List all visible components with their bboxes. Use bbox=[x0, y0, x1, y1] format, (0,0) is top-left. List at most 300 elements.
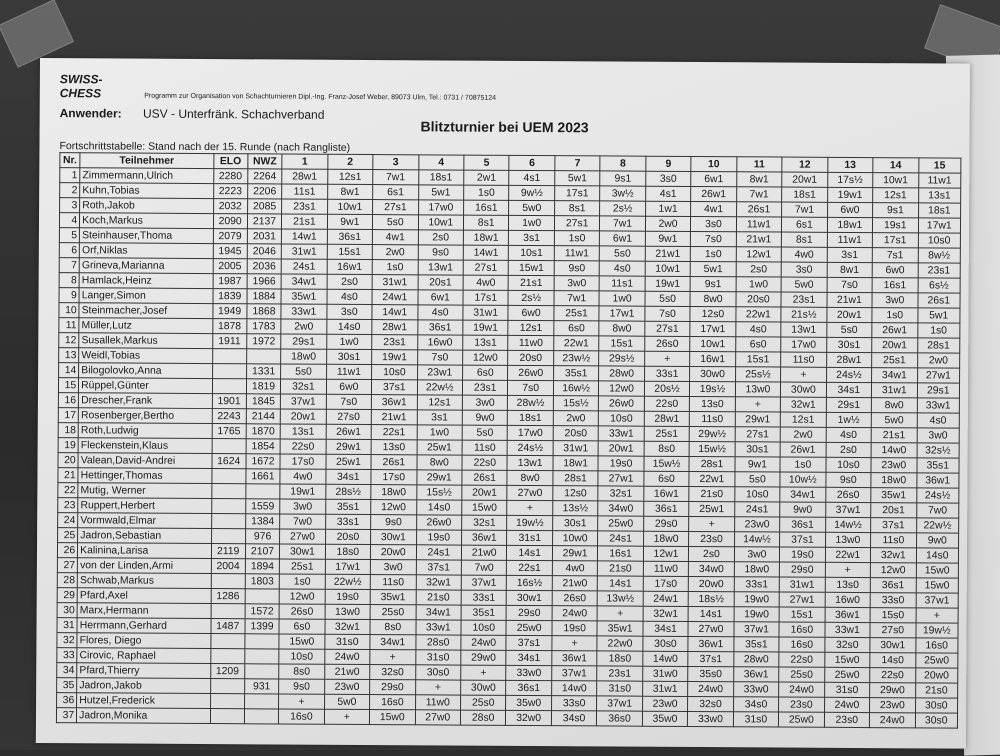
round-result-cell: 9s0 bbox=[826, 472, 872, 487]
round-result-cell: 24w1 bbox=[372, 290, 418, 305]
round-result-cell: 13s1 bbox=[918, 188, 961, 203]
round-result-cell: 24w0 bbox=[324, 649, 370, 664]
round-result-cell: 20w0 bbox=[915, 668, 958, 683]
round-result-cell: 11s0 bbox=[370, 575, 416, 590]
round-result-cell: 22w1 bbox=[736, 307, 782, 322]
round-result-cell: 17w1 bbox=[918, 218, 961, 233]
round-result-cell: 22w½ bbox=[325, 574, 371, 589]
round-result-cell: 7w1 bbox=[554, 291, 600, 306]
round-result-cell: 2s0 bbox=[736, 262, 782, 277]
round-result-cell: 19w0 bbox=[734, 592, 780, 607]
round-result-cell: + bbox=[552, 636, 598, 651]
round-result-cell: 24w0 bbox=[779, 682, 825, 697]
round-result-cell: 32w1 bbox=[643, 606, 689, 621]
round-result-cell: 11w1 bbox=[827, 232, 873, 247]
round-result-cell: 24w0 bbox=[869, 713, 915, 728]
round-result-cell: 24s½ bbox=[508, 440, 554, 455]
player-name-cell: Valean,David-Andrei bbox=[78, 453, 211, 469]
round-result-cell: 19s0 bbox=[325, 589, 371, 604]
round-result-cell: 29s½ bbox=[599, 351, 645, 366]
round-result-cell: 29w0 bbox=[870, 683, 916, 698]
round-result-cell: 9s1 bbox=[873, 203, 919, 218]
round-result-cell: 11w1 bbox=[326, 364, 372, 379]
round-result-cell: 7s0 bbox=[691, 231, 737, 246]
round-result-cell: 15s1 bbox=[779, 607, 825, 622]
player-name-cell: Mutig, Werner bbox=[78, 483, 211, 499]
round-result-cell: 31s0 bbox=[325, 634, 371, 649]
round-result-cell: 17w0 bbox=[781, 337, 827, 352]
round-result-cell: 12w0 bbox=[371, 500, 417, 515]
rank-cell: 30 bbox=[57, 603, 77, 618]
rank-cell: 15 bbox=[58, 378, 78, 393]
rank-cell: 32 bbox=[57, 633, 77, 648]
player-name-cell: Schwab,Markus bbox=[77, 573, 210, 589]
round-result-cell: 17s1 bbox=[872, 233, 918, 248]
round-result-cell: 11w1 bbox=[554, 246, 600, 261]
round-result-cell: 31s0 bbox=[733, 712, 779, 727]
elo-cell bbox=[211, 469, 245, 484]
round-result-cell: 23s0 bbox=[824, 712, 870, 727]
round-result-cell: 14w0 bbox=[643, 651, 689, 666]
round-result-cell: 35w0 bbox=[642, 711, 688, 726]
round-result-cell: 14s0 bbox=[916, 548, 959, 563]
round-result-cell: 1s0 bbox=[872, 308, 918, 323]
round-result-cell: 13w½ bbox=[598, 591, 644, 606]
round-result-cell: 37w1 bbox=[734, 622, 780, 637]
round-result-cell: 25s½ bbox=[735, 367, 781, 382]
round-result-cell: 35s1 bbox=[553, 366, 599, 381]
round-result-cell: 6w1 bbox=[418, 290, 464, 305]
round-result-cell: 16s1 bbox=[598, 546, 644, 561]
round-result-cell: 30w1 bbox=[280, 544, 326, 559]
round-result-cell: 33s1 bbox=[325, 514, 371, 529]
elo-cell: 2119 bbox=[211, 544, 245, 559]
round-result-cell: 1w½ bbox=[826, 412, 872, 427]
round-result-cell: 27s1 bbox=[554, 216, 600, 231]
round-result-cell: 15s1 bbox=[327, 244, 373, 259]
round-result-cell: 10w0 bbox=[552, 531, 598, 546]
player-name-cell: Roth,Jakob bbox=[80, 198, 213, 214]
player-name-cell: Flores, Diego bbox=[77, 633, 210, 649]
round-result-cell: 25s0 bbox=[779, 667, 825, 682]
round-result-cell: 1w0 bbox=[599, 291, 645, 306]
round-result-cell: 30s0 bbox=[643, 636, 689, 651]
round-result-cell: 11s0 bbox=[781, 352, 827, 367]
column-header: 8 bbox=[600, 156, 646, 171]
round-result-cell: 31w1 bbox=[553, 441, 599, 456]
player-name-cell: Ruppert,Herbert bbox=[78, 498, 211, 514]
player-name-cell: Pfard,Thierry bbox=[77, 663, 210, 679]
round-result-cell: 23w0 bbox=[642, 696, 688, 711]
elo-cell: 2079 bbox=[213, 229, 247, 244]
round-result-cell: 25s1 bbox=[280, 559, 326, 574]
round-result-cell: 1w0 bbox=[509, 215, 555, 230]
elo-cell bbox=[211, 604, 245, 619]
round-result-cell: 20s1 bbox=[418, 275, 464, 290]
rank-cell: 1 bbox=[60, 168, 80, 183]
round-result-cell: 21s0 bbox=[915, 683, 958, 698]
round-result-cell: 11s0 bbox=[462, 440, 508, 455]
player-name-cell: Langer,Simon bbox=[79, 288, 212, 304]
round-result-cell: 35s1 bbox=[325, 499, 371, 514]
round-result-cell: 34s0 bbox=[733, 697, 779, 712]
round-result-cell: 25s0 bbox=[461, 695, 507, 710]
round-result-cell: 30s1 bbox=[553, 516, 599, 531]
round-result-cell: 3s0 bbox=[327, 304, 373, 319]
round-result-cell: 9s0 bbox=[418, 245, 464, 260]
round-result-cell: 34w1 bbox=[370, 635, 416, 650]
round-result-cell: 25w1 bbox=[326, 454, 372, 469]
round-result-cell: 22s1 bbox=[371, 425, 417, 440]
nwz-cell: 1845 bbox=[246, 394, 280, 409]
round-result-cell: 2w0 bbox=[780, 427, 826, 442]
rank-cell: 9 bbox=[59, 288, 79, 303]
round-result-cell: 26s0 bbox=[552, 591, 598, 606]
round-result-cell: 13w1 bbox=[507, 455, 553, 470]
round-result-cell: 24s½ bbox=[916, 488, 959, 503]
rank-cell: 5 bbox=[59, 228, 79, 243]
round-result-cell: 10w1 bbox=[327, 199, 373, 214]
round-result-cell: 24w1 bbox=[643, 591, 689, 606]
round-result-cell: 4s0 bbox=[736, 322, 782, 337]
column-header: 9 bbox=[646, 156, 692, 171]
round-result-cell: 18s0 bbox=[325, 544, 371, 559]
round-result-cell: 17s1 bbox=[555, 186, 601, 201]
round-result-cell: 28s1 bbox=[917, 338, 960, 353]
round-result-cell: 19s½ bbox=[690, 381, 736, 396]
round-result-cell: 29s0 bbox=[643, 516, 689, 531]
round-result-cell: 24s1 bbox=[734, 502, 780, 517]
elo-cell: 1209 bbox=[210, 664, 244, 679]
round-result-cell: 12w0 bbox=[870, 563, 916, 578]
round-result-cell: 28s1 bbox=[553, 471, 599, 486]
round-result-cell: 23s1 bbox=[781, 292, 827, 307]
round-result-cell: 33w0 bbox=[688, 711, 734, 726]
round-result-cell: 25w0 bbox=[915, 653, 958, 668]
round-result-cell: 17w0 bbox=[508, 425, 554, 440]
round-result-cell: 29s0 bbox=[370, 680, 416, 695]
round-result-cell: 37s1 bbox=[780, 532, 826, 547]
round-result-cell: 31s0 bbox=[415, 650, 461, 665]
round-result-cell: 29w½ bbox=[689, 426, 735, 441]
round-result-cell: 16s1 bbox=[872, 278, 918, 293]
round-result-cell: 20s1 bbox=[871, 503, 917, 518]
round-result-cell: 1s0 bbox=[691, 246, 737, 261]
round-result-cell: 36w1 bbox=[371, 395, 417, 410]
round-result-cell: 14w1 bbox=[372, 305, 418, 320]
round-result-cell: 5w0 bbox=[781, 277, 827, 292]
round-result-cell: 36s0 bbox=[597, 711, 643, 726]
round-result-cell: 15w0 bbox=[370, 710, 416, 725]
round-result-cell: + bbox=[415, 680, 461, 695]
round-result-cell: 30s1 bbox=[826, 337, 872, 352]
elo-cell bbox=[212, 364, 246, 379]
round-result-cell: 13w1 bbox=[418, 260, 464, 275]
round-result-cell: 30w1 bbox=[371, 530, 417, 545]
round-result-cell: 10s0 bbox=[372, 365, 418, 380]
round-result-cell: 10s0 bbox=[461, 620, 507, 635]
round-result-cell: 21w0 bbox=[552, 576, 598, 591]
round-result-cell: 37w1 bbox=[916, 593, 959, 608]
round-result-cell: 4s0 bbox=[917, 413, 960, 428]
rank-cell: 19 bbox=[58, 438, 78, 453]
round-result-cell: 33w0 bbox=[733, 682, 779, 697]
round-result-cell: 1s0 bbox=[372, 260, 418, 275]
round-result-cell: 13w1 bbox=[781, 322, 827, 337]
round-result-cell: 3s1 bbox=[509, 230, 555, 245]
round-result-cell: 9w0 bbox=[462, 410, 508, 425]
round-result-cell: 27w1 bbox=[779, 592, 825, 607]
round-result-cell: 1s0 bbox=[464, 185, 510, 200]
nwz-cell: 2031 bbox=[247, 229, 281, 244]
rank-cell: 6 bbox=[59, 243, 79, 258]
nwz-cell: 1399 bbox=[245, 619, 279, 634]
round-result-cell: 36w1 bbox=[688, 636, 734, 651]
round-result-cell: 29s1 bbox=[917, 383, 960, 398]
round-result-cell: + bbox=[644, 351, 690, 366]
round-result-cell: 14w½ bbox=[734, 532, 780, 547]
round-result-cell: 6w0 bbox=[508, 305, 554, 320]
round-result-cell: 1w0 bbox=[417, 425, 463, 440]
round-result-cell: 15s1 bbox=[735, 352, 781, 367]
round-result-cell: 19s1 bbox=[873, 218, 919, 233]
elo-cell: 2280 bbox=[213, 169, 247, 184]
round-result-cell: 9w1 bbox=[645, 231, 691, 246]
round-result-cell: 18w1 bbox=[827, 217, 873, 232]
round-result-cell: 28w1 bbox=[372, 320, 418, 335]
round-result-cell: 27s0 bbox=[326, 409, 372, 424]
nwz-cell: 1331 bbox=[246, 364, 280, 379]
rank-cell: 18 bbox=[58, 423, 78, 438]
round-result-cell: 9w0 bbox=[916, 533, 959, 548]
round-result-cell: 25w0 bbox=[779, 712, 825, 727]
round-result-cell: 32w1 bbox=[781, 397, 827, 412]
round-result-cell: 22s0 bbox=[644, 396, 690, 411]
round-result-cell: 18s0 bbox=[597, 651, 643, 666]
round-result-cell: 23w1 bbox=[417, 365, 463, 380]
round-result-cell: 10s0 bbox=[279, 649, 325, 664]
round-result-cell: 36w1 bbox=[462, 530, 508, 545]
round-result-cell: 25s1 bbox=[554, 306, 600, 321]
round-result-cell: 29s0 bbox=[507, 605, 553, 620]
player-name-cell: Kuhn,Tobias bbox=[80, 183, 213, 199]
rank-cell: 34 bbox=[57, 663, 77, 678]
round-result-cell: + bbox=[279, 694, 325, 709]
round-result-cell: + bbox=[324, 709, 370, 724]
elo-cell: 1911 bbox=[212, 334, 246, 349]
round-result-cell: 14s1 bbox=[688, 606, 734, 621]
round-result-cell: 5s0 bbox=[281, 364, 327, 379]
round-result-cell: 22w1 bbox=[825, 547, 871, 562]
round-result-cell: 8s0 bbox=[279, 664, 325, 679]
player-name-cell: Zimmermann,Ulrich bbox=[80, 168, 213, 184]
rank-cell: 3 bbox=[60, 198, 80, 213]
round-result-cell: 28s0 bbox=[415, 635, 461, 650]
round-result-cell: 19s0 bbox=[552, 621, 598, 636]
round-result-cell: 32w1 bbox=[325, 619, 371, 634]
round-result-cell: 4w1 bbox=[691, 201, 737, 216]
player-name-cell: Pfard,Axel bbox=[77, 588, 210, 604]
round-result-cell: 6w0 bbox=[872, 263, 918, 278]
round-result-cell: 16w0 bbox=[417, 335, 463, 350]
rank-cell: 2 bbox=[60, 183, 80, 198]
round-result-cell: 34w1 bbox=[416, 605, 462, 620]
round-result-cell: 31s1 bbox=[507, 530, 553, 545]
round-result-cell: 15w0 bbox=[824, 652, 870, 667]
round-result-cell: 4s1 bbox=[645, 186, 691, 201]
round-result-cell: 20w1 bbox=[782, 172, 828, 187]
elo-cell bbox=[210, 694, 244, 709]
round-result-cell: 17w1 bbox=[325, 559, 371, 574]
nwz-cell: 2085 bbox=[247, 199, 281, 214]
player-name-cell: Steinmacher,Josef bbox=[79, 303, 212, 319]
round-result-cell: 31w1 bbox=[872, 383, 918, 398]
round-result-cell: 23w0 bbox=[870, 698, 916, 713]
round-result-cell: 36s1 bbox=[780, 517, 826, 532]
column-header: Teilnehmer bbox=[80, 153, 213, 169]
round-result-cell: 26w1 bbox=[326, 424, 372, 439]
rank-cell: 12 bbox=[59, 333, 79, 348]
round-result-cell: 22w½ bbox=[916, 518, 959, 533]
round-result-cell: 33s0 bbox=[551, 696, 597, 711]
round-result-cell: 2w0 bbox=[281, 319, 327, 334]
nwz-cell: 2264 bbox=[248, 169, 282, 184]
round-result-cell: 8w1 bbox=[736, 172, 782, 187]
round-result-cell: 14s0 bbox=[870, 653, 916, 668]
round-result-cell: 33w1 bbox=[599, 426, 645, 441]
nwz-cell bbox=[245, 589, 279, 604]
nwz-cell: 2206 bbox=[247, 184, 281, 199]
round-result-cell: 20w0 bbox=[689, 576, 735, 591]
round-result-cell: 34s0 bbox=[551, 711, 597, 726]
round-result-cell: 33w1 bbox=[917, 398, 960, 413]
round-result-cell: 6w1 bbox=[691, 171, 737, 186]
round-result-cell: 14w½ bbox=[825, 517, 871, 532]
program-info: Programm zur Organisation von Schachturnieren Dipl.-Ing. Franz-Josef Weber, 89073 Ulm, Tel.: 0731 / 70875124 bbox=[144, 92, 497, 102]
round-result-cell: 28w½ bbox=[508, 395, 554, 410]
round-result-cell: 36s1 bbox=[870, 578, 916, 593]
round-result-cell: + bbox=[916, 608, 959, 623]
round-result-cell: 37w1 bbox=[597, 696, 643, 711]
round-result-cell: 21w1 bbox=[827, 292, 873, 307]
round-result-cell: 32s1 bbox=[598, 486, 644, 501]
round-result-cell: 5w1 bbox=[917, 308, 960, 323]
elo-cell: 1765 bbox=[212, 424, 246, 439]
round-result-cell: 21w1 bbox=[736, 232, 782, 247]
nwz-cell bbox=[245, 649, 279, 664]
round-result-cell: 28s½ bbox=[325, 484, 371, 499]
round-result-cell: 19w½ bbox=[507, 515, 553, 530]
round-result-cell: 1w0 bbox=[736, 277, 782, 292]
round-result-cell: 16s0 bbox=[370, 695, 416, 710]
nwz-cell bbox=[244, 709, 278, 724]
round-result-cell: 27s1 bbox=[463, 260, 509, 275]
rank-cell: 24 bbox=[58, 513, 78, 528]
round-result-cell: 4s0 bbox=[327, 289, 373, 304]
round-result-cell: 25s1 bbox=[872, 353, 918, 368]
round-result-cell: 32s½ bbox=[917, 443, 960, 458]
round-result-cell: 5w1 bbox=[418, 185, 464, 200]
standings-table bbox=[56, 152, 961, 728]
round-result-cell: 26w1 bbox=[780, 442, 826, 457]
rank-cell: 22 bbox=[58, 483, 78, 498]
round-result-cell: 16s½ bbox=[507, 575, 553, 590]
round-result-cell: 29s1 bbox=[826, 397, 872, 412]
round-result-cell: 16s0 bbox=[279, 709, 325, 724]
round-result-cell: 4s1 bbox=[509, 170, 555, 185]
round-result-cell: 29s1 bbox=[281, 334, 327, 349]
player-name-cell: Grineva,Marianna bbox=[79, 258, 212, 274]
player-name-cell: Drescher,Frank bbox=[79, 393, 212, 409]
round-result-cell: 27w1 bbox=[598, 471, 644, 486]
round-result-cell: 31w1 bbox=[463, 305, 509, 320]
nwz-cell: 1884 bbox=[247, 289, 281, 304]
round-result-cell: 25w0 bbox=[598, 516, 644, 531]
nwz-cell bbox=[246, 484, 280, 499]
round-result-cell: 18w0 bbox=[643, 531, 689, 546]
round-result-cell: 34w1 bbox=[872, 368, 918, 383]
column-header: 5 bbox=[464, 155, 510, 170]
round-result-cell: 32s0 bbox=[370, 665, 416, 680]
round-result-cell: 27s1 bbox=[645, 321, 691, 336]
round-result-cell: 13s0 bbox=[690, 396, 736, 411]
round-result-cell: 24w0 bbox=[552, 606, 598, 621]
round-result-cell: 30w0 bbox=[461, 680, 507, 695]
round-result-cell: 18w0 bbox=[281, 349, 327, 364]
round-result-cell: 19s0 bbox=[416, 530, 462, 545]
rank-cell: 31 bbox=[57, 618, 77, 633]
round-result-cell: 2w0 bbox=[917, 353, 960, 368]
round-result-cell: 15w0 bbox=[916, 563, 959, 578]
round-result-cell: 3w0 bbox=[370, 560, 416, 575]
round-result-cell: 20w1 bbox=[280, 409, 326, 424]
round-result-cell: 6w0 bbox=[326, 379, 372, 394]
round-result-cell: 7w1 bbox=[373, 170, 419, 185]
rank-cell: 36 bbox=[57, 693, 77, 708]
round-result-cell: 30w0 bbox=[690, 366, 736, 381]
round-result-cell: 12s0 bbox=[690, 306, 736, 321]
rank-cell: 7 bbox=[59, 258, 79, 273]
round-result-cell: 28w0 bbox=[599, 366, 645, 381]
round-result-cell: 34w1 bbox=[281, 274, 327, 289]
user-label: Anwender: bbox=[59, 106, 122, 121]
round-result-cell: 4w0 bbox=[781, 247, 827, 262]
round-result-cell: 25w1 bbox=[689, 501, 735, 516]
elo-cell bbox=[210, 709, 244, 724]
round-result-cell: 34s1 bbox=[326, 469, 372, 484]
round-result-cell: 26s0 bbox=[825, 487, 871, 502]
round-result-cell: 11w1 bbox=[918, 173, 961, 188]
rank-cell: 17 bbox=[58, 408, 78, 423]
round-result-cell: 4s0 bbox=[826, 427, 872, 442]
round-result-cell: 32s1 bbox=[281, 379, 327, 394]
round-result-cell: 23w0 bbox=[324, 679, 370, 694]
column-header: 15 bbox=[918, 158, 961, 173]
player-name-cell: Hamlack,Heinz bbox=[79, 273, 212, 289]
round-result-cell: 21s0 bbox=[416, 590, 462, 605]
elo-cell: 2032 bbox=[213, 199, 247, 214]
column-header: 13 bbox=[827, 157, 873, 172]
round-result-cell: 33w0 bbox=[506, 665, 552, 680]
round-result-cell: 13w0 bbox=[735, 382, 781, 397]
column-header: 10 bbox=[691, 156, 737, 171]
round-result-cell: 32s0 bbox=[688, 696, 734, 711]
elo-cell bbox=[210, 679, 244, 694]
round-result-cell: 24s1 bbox=[281, 259, 327, 274]
column-header: 1 bbox=[282, 154, 328, 169]
round-result-cell: 21s0 bbox=[689, 486, 735, 501]
round-result-cell: 14s1 bbox=[598, 576, 644, 591]
